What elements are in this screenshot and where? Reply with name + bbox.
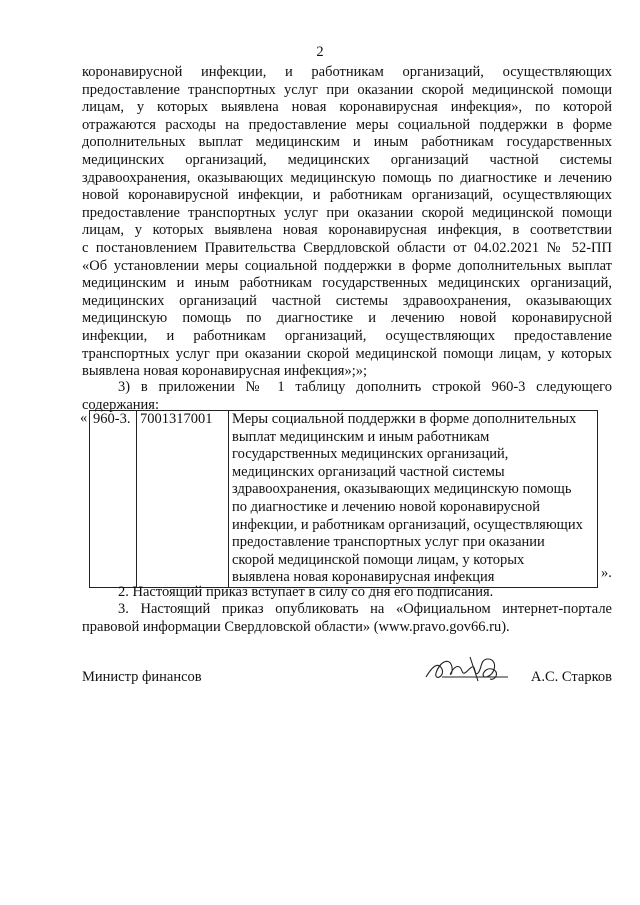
description-line: скорой медицинской помощи лицам, у которых [232,551,525,568]
description-line: здравоохранения, оказывающих медицинскую помощь [232,481,572,498]
table-cell-number: 7001317001 [137,411,229,588]
paragraph-line: новой коронавирусной инфекции, и работникам организаций, осуществляющих [82,187,612,204]
paragraph-line: выявлена новая коронавирусная инфекция»;»; [82,363,368,380]
item-3-line: содержания: [82,396,160,413]
amendment-table [89,410,598,588]
description-line: предоставление транспортных услуг при оказании [232,534,545,551]
signatory-position: Министр финансов [82,669,202,685]
paragraph-line: медицинских организаций частной системы здравоохранения, оказывающих [82,292,612,309]
table-cell-code: 960-3. [90,411,137,588]
paragraph-line: медицинских организаций, медицинских организаций частной системы [82,151,612,168]
paragraph-item-2 [82,584,612,602]
publish-line: правовой информации Свердловской области» (www.pravo.gov66.ru). [82,618,510,635]
paragraph-line: медицинским и иным работникам государственных медицинских организаций, [82,275,612,292]
description-line: государственных медицинских организаций, [232,446,509,463]
paragraph-item-3-table [82,379,612,414]
paragraph-line: лицам, у которых выявлена новая коронавирусная инфекция», по которой [82,99,612,116]
paragraph-line: инфекции, и работникам организаций, осуществляющих предоставление [82,327,612,344]
description-line: Меры социальной поддержки в форме дополнительных [232,411,577,427]
paragraph-line: медицинскую помощь по диагностике и лечению новой коронавирусной [82,310,612,327]
paragraph-line: транспортных услуг при оказании скорой медицинской помощи лицам, у которых [82,345,612,362]
item-3-line: 3) в приложении № 1 таблицу дополнить строкой 960-3 следующего [118,379,612,395]
table-cell-description [229,411,598,588]
publish-line: 3. Настоящий приказ опубликовать на «Официальном интернет-портале [118,601,612,617]
paragraph-line: с постановлением Правительства Свердловской области от 04.02.2021 № 52-ПП [82,239,612,256]
description-line: выявлена новая коронавирусная инфекция [232,569,495,586]
close-quote: ». [601,565,612,581]
amendment-table-block [80,410,615,586]
description-line: медицинских организаций частной системы [232,463,505,480]
handwritten-signature [422,647,512,691]
paragraph-line: предоставление транспортных услуг при оказании скорой медицинской помощи [82,204,612,221]
paragraph-line: коронавирусной инфекции, и работникам организаций, осуществляющих [82,64,612,80]
description-line: инфекции, и работникам организаций, осуществляющих [232,516,583,533]
paragraph-line: дополнительных выплат медицинским и иным работникам государственных [82,134,612,151]
signatory-name: А.С. Старков [530,669,612,685]
paragraph-line: лицам, у которых выявлена новая коронавирусная инфекция, в соответствии [82,222,612,239]
description-line: по диагностике и лечению новой коронавирусной [232,498,540,515]
paragraph-amendment-text [82,64,612,381]
description-line: выплат медицинским и иным работникам [232,428,490,445]
paragraph-line: «Об установлении меры социальной поддержки в форме дополнительных выплат [82,257,612,274]
item-2-text: 2. Настоящий приказ вступает в силу со дня его подписания. [118,584,494,600]
paragraph-item-3-publish [82,601,612,636]
table-row [90,411,598,588]
open-quote: « [80,410,88,426]
page-number: 2 [316,44,324,60]
paragraph-line: здравоохранения, оказывающих медицинскую помощь по диагностике и лечению [82,169,612,186]
paragraph-line: отражаются расходы на предоставление меры социальной поддержки в форме [82,116,612,133]
paragraph-line: предоставление транспортных услуг при оказании скорой медицинской помощи [82,81,612,98]
